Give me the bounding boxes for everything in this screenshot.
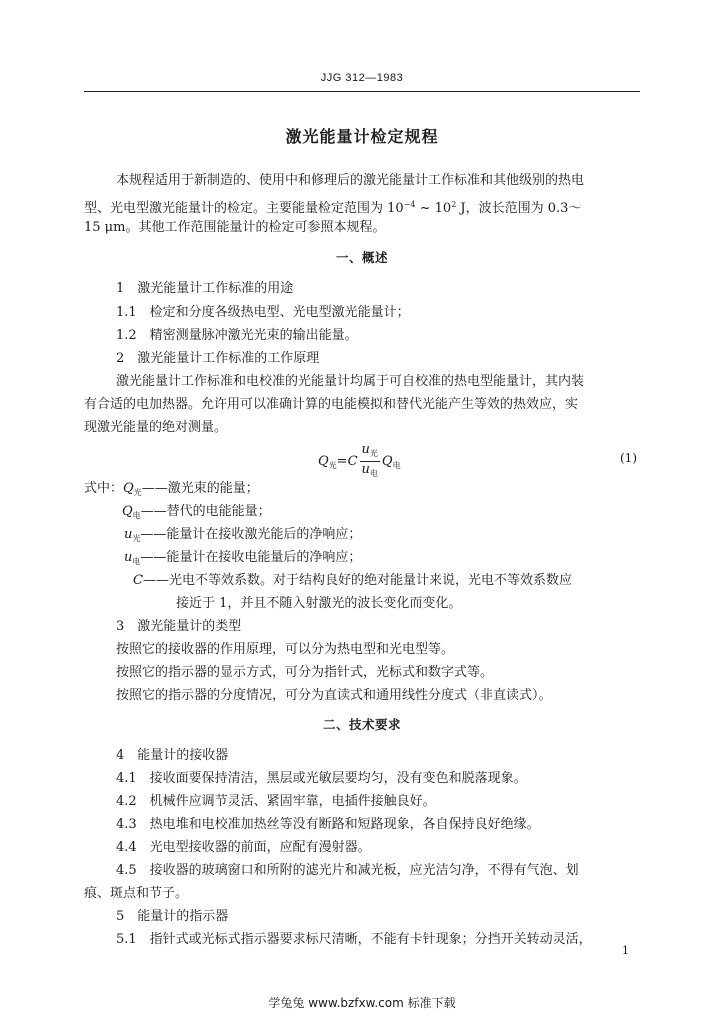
intro-line-2-range: ~ 10 [415, 201, 452, 216]
clause-2: 2 激光能量计工作标准的工作原理 [116, 351, 320, 366]
eq-num: u [361, 442, 370, 457]
clause-4-5-cont: 痕、斑点和节子。 [84, 886, 189, 901]
defs-row-3 [124, 526, 361, 548]
def-symbol: Q [123, 481, 134, 496]
def-symbol-sub: 光 [133, 488, 142, 497]
def-text: ——能量计在接收电能量后的净响应； [140, 550, 362, 565]
eq-lhs-sub: 光 [328, 461, 337, 470]
def-symbol: u [124, 527, 133, 542]
eq-rhs: Q [381, 454, 393, 469]
header-rule [84, 91, 640, 92]
clause-1-1: 1.1 检定和分度各级热电型、光电型激光能量计； [116, 305, 410, 320]
watermark-footer: 学兔兔 www.bzfxw.com 标准下载 [268, 996, 456, 1010]
clause-2-para-line-1: 激光能量计工作标准和电校准的光能量计均属于可自校准的热电型能量计，其内装 [116, 374, 585, 389]
clause-3-line-2: 按照它的指示器的显示方式，可分为指针式，光标式和数字式等。 [116, 665, 494, 680]
eq-equals-c: =C [336, 454, 358, 469]
defs-prefix: 式中： [84, 481, 124, 496]
clause-2-para-line-2: 有合适的电加热器。允许用可以准确计算的电能模拟和替代光能产生等效的热效应，实 [84, 397, 579, 412]
equation-number: (1) [620, 451, 637, 465]
standard-number: JJG 312—1983 [320, 72, 404, 84]
def-text: ——光电不等效系数。对于结构良好的绝对能量计来说，光电不等效系数应 [142, 573, 572, 588]
clause-1-2: 1.2 精密测量脉冲激光光束的输出能量。 [116, 328, 358, 343]
intro-line-2-text: 型、光电型激光能量计的检定。主要能量检定范围为 10 [84, 201, 404, 216]
eq-rhs-sub: 电 [392, 461, 401, 470]
def-symbol-sub: 光 [132, 534, 141, 543]
clause-4-5: 4.5 接收器的玻璃窗口和所附的滤光片和减光板，应光洁匀净，不得有气泡、划 [116, 863, 579, 878]
clause-4: 4 能量计的接收器 [116, 748, 229, 763]
clause-4-3: 4.3 热电堆和电校准加热丝等没有断路和短路现象，各自保持良好绝缘。 [116, 817, 540, 832]
clause-4-2: 4.2 机械件应调节灵活、紧固牢靠，电插件接触良好。 [116, 794, 436, 809]
section-heading-tech-requirements: 二、技术要求 [322, 717, 401, 732]
def-text: ——激光束的能量； [141, 481, 259, 496]
defs-row-2 [122, 503, 271, 525]
section-heading-overview: 一、概述 [335, 250, 388, 265]
clause-4-1: 4.1 接收面要保持清洁，黑层或光敏层要均匀，没有变色和脱落现象。 [116, 771, 527, 786]
eq-den: u [361, 462, 370, 477]
def-symbol-sub: 电 [132, 511, 141, 520]
eq-lhs: Q [318, 454, 329, 469]
page-number: 1 [622, 944, 629, 957]
exponent-max: 2 [451, 200, 457, 209]
clause-2-para-line-3: 现激光能量的绝对测量。 [84, 420, 228, 435]
clause-3: 3 激光能量计的类型 [116, 619, 242, 634]
def-text: ——能量计在接收激光能后的净响应； [140, 527, 362, 542]
intro-line-2 [84, 196, 581, 218]
clause-3-line-1: 按照它的接收器的作用原理，可以分为热电型和光电型等。 [116, 642, 455, 657]
def-symbol: Q [122, 504, 133, 519]
clause-3-line-3: 按照它的指示器的分度情况，可分为直读式和通用线性分度式（非直读式）。 [116, 688, 552, 703]
intro-line-2-wavelength: J，波长范围为 0.3～ [456, 201, 582, 216]
intro-line-3: 15 μm。其他工作范围能量计的检定可参照本规程。 [84, 220, 386, 235]
clause-1: 1 激光能量计工作标准的用途 [116, 281, 294, 296]
exponent-min: −4 [403, 200, 416, 209]
def-symbol: u [124, 550, 133, 565]
eq-num-sub: 光 [369, 449, 378, 458]
defs-row-5-cont: 接近于 1，并且不随入射激光的波长变化而变化。 [176, 596, 462, 611]
defs-row-4 [124, 549, 361, 571]
intro-line-1: 本规程适用于新制造的、使用中和修理后的激光能量计工作标准和其他级别的热电 [116, 173, 585, 188]
document-title: 激光能量计检定规程 [285, 127, 439, 146]
eq-den-sub: 电 [369, 469, 378, 478]
clause-5: 5 能量计的指示器 [116, 909, 229, 924]
def-symbol: C [133, 573, 143, 588]
def-symbol-sub: 电 [132, 557, 141, 566]
defs-row-1 [84, 480, 259, 502]
defs-row-5 [133, 572, 572, 594]
clause-4-4: 4.4 光电型接收器的前面，应配有漫射器。 [116, 840, 371, 855]
clause-5-1: 5.1 指针式或光标式指示器要求标尺清晰，不能有卡针现象；分挡开关转动灵活， [116, 932, 592, 947]
eq-fraction [360, 442, 380, 481]
def-text: ——替代的电能能量； [140, 504, 271, 519]
equation-1 [318, 442, 401, 481]
